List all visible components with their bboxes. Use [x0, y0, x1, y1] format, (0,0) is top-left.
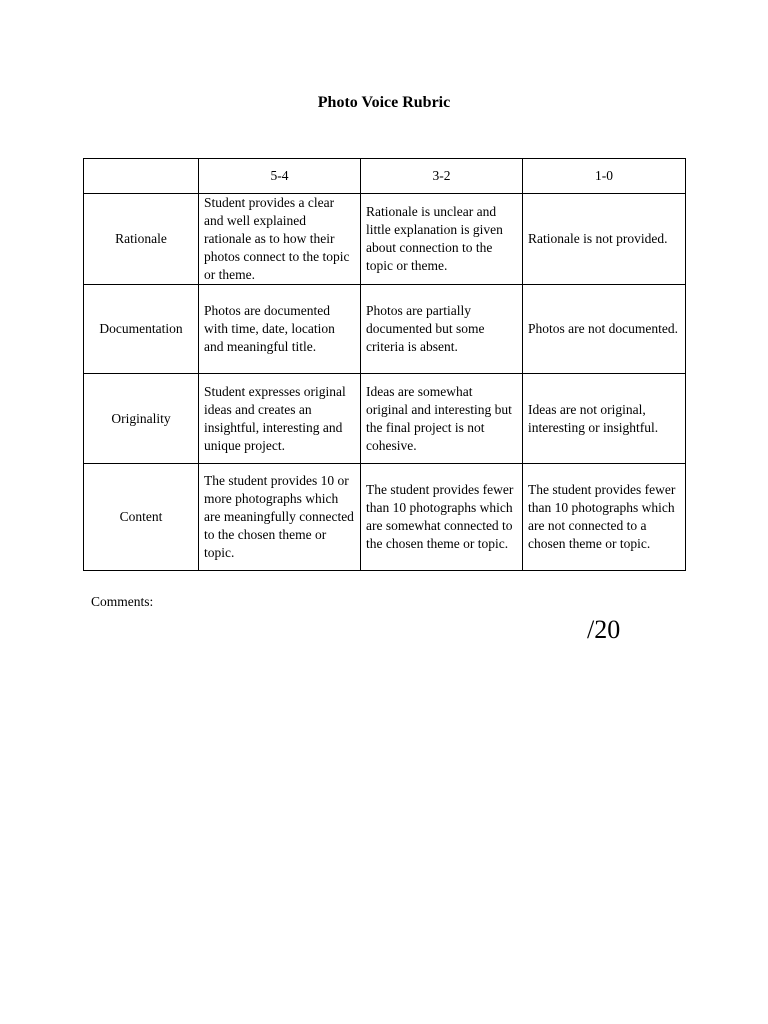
score-total: /20: [587, 615, 621, 644]
rubric-cell: The student provides 10 or more photographs which are meaningfully connected to the chosen theme or topic.: [199, 464, 361, 571]
header-cell-blank: [84, 159, 199, 194]
rubric-table: [83, 158, 686, 571]
rubric-cell: Rationale is not provided.: [523, 194, 686, 285]
criterion-label: Content: [84, 464, 199, 571]
rubric-cell: Photos are partially documented but some criteria is absent.: [361, 285, 523, 374]
header-cell-score-5-4: 5-4: [199, 159, 361, 194]
rubric-cell: Ideas are somewhat original and interesting but the final project is not cohesive.: [361, 374, 523, 464]
rubric-cell: The student provides fewer than 10 photographs which are somewhat connected to the chosen theme or topic.: [361, 464, 523, 571]
rubric-row-rationale: [84, 194, 686, 285]
rubric-cell: Student provides a clear and well explained rationale as to how their photos connect to the topic or theme.: [199, 194, 361, 285]
rubric-cell: Photos are not documented.: [523, 285, 686, 374]
rubric-header-row: [84, 159, 686, 194]
comments-label: Comments:: [91, 594, 154, 609]
rubric-row-documentation: [84, 285, 686, 374]
header-cell-score-1-0: 1-0: [523, 159, 686, 194]
rubric-cell: Student expresses original ideas and creates an insightful, interesting and unique project.: [199, 374, 361, 464]
rubric-cell: Photos are documented with time, date, location and meaningful title.: [199, 285, 361, 374]
header-cell-score-3-2: 3-2: [361, 159, 523, 194]
page-title: Photo Voice Rubric: [317, 94, 451, 111]
criterion-label: Originality: [84, 374, 199, 464]
criterion-label: Documentation: [84, 285, 199, 374]
rubric-row-content: [84, 464, 686, 571]
rubric-cell: Rationale is unclear and little explanation is given about connection to the topic or theme.: [361, 194, 523, 285]
rubric-row-originality: [84, 374, 686, 464]
criterion-label: Rationale: [84, 194, 199, 285]
rubric-cell: The student provides fewer than 10 photographs which are not connected to a chosen theme or topic.: [523, 464, 686, 571]
rubric-cell: Ideas are not original, interesting or insightful.: [523, 374, 686, 464]
